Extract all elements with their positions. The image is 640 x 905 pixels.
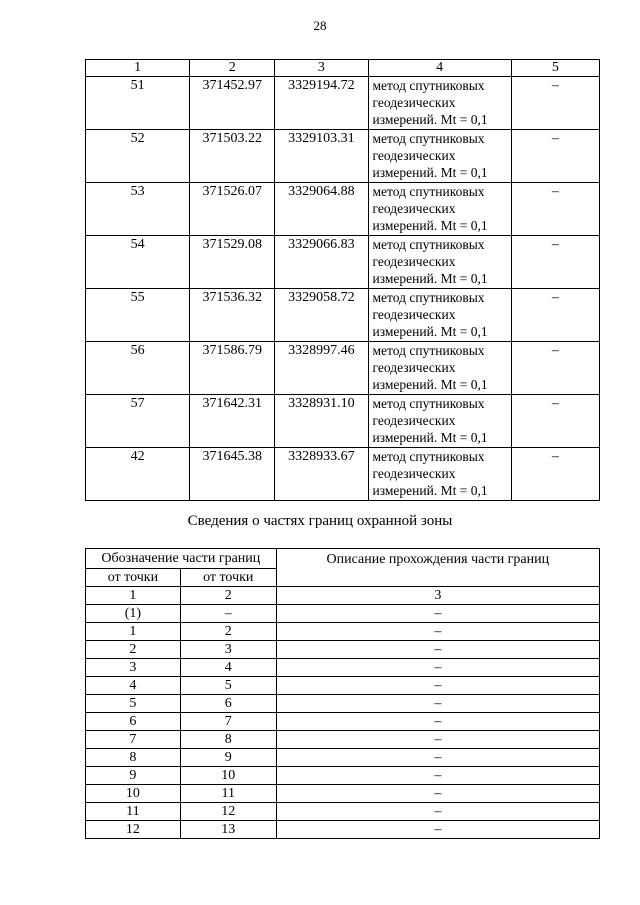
description-cell: – xyxy=(276,785,599,803)
note-cell: – xyxy=(511,289,599,342)
from-point-cell: 8 xyxy=(86,749,181,767)
method-line: метод спутниковых xyxy=(372,290,485,305)
method-line: геодезических xyxy=(372,413,456,428)
method-line: измерений. Mt = 0,1 xyxy=(372,483,488,498)
header-from-cell: от точки xyxy=(86,569,181,587)
description-cell: – xyxy=(276,731,599,749)
x-coordinate-cell: 371586.79 xyxy=(190,342,275,395)
from-point-cell: 6 xyxy=(86,713,181,731)
point-cell: 42 xyxy=(86,448,190,501)
to-point-cell: 6 xyxy=(180,695,276,713)
table-number-row xyxy=(86,587,600,605)
method-line: метод спутниковых xyxy=(372,237,485,252)
from-point-cell: 11 xyxy=(86,803,181,821)
method-cell xyxy=(368,183,511,236)
table-row xyxy=(86,749,600,767)
table-row xyxy=(86,342,600,395)
method-line: геодезических xyxy=(372,466,456,481)
note-cell: – xyxy=(511,342,599,395)
point-cell: 55 xyxy=(86,289,190,342)
method-line: метод спутниковых xyxy=(372,396,485,411)
method-line: метод спутниковых xyxy=(372,343,485,358)
to-point-cell: 9 xyxy=(180,749,276,767)
header-cell: 2 xyxy=(190,60,275,77)
header-cell: 5 xyxy=(511,60,599,77)
coordinates-table xyxy=(85,59,600,501)
method-line: геодезических xyxy=(372,360,456,375)
point-cell: 53 xyxy=(86,183,190,236)
table-row xyxy=(86,395,600,448)
to-point-cell: 13 xyxy=(180,821,276,839)
note-cell: – xyxy=(511,448,599,501)
table-row xyxy=(86,677,600,695)
table-row xyxy=(86,236,600,289)
section-title: Сведения о частях границ охранной зоны xyxy=(187,513,453,529)
description-cell: – xyxy=(276,641,599,659)
method-line: измерений. Mt = 0,1 xyxy=(372,218,488,233)
number-cell: 1 xyxy=(86,587,181,605)
y-coordinate-cell: 3328931.10 xyxy=(275,395,368,448)
to-point-cell: – xyxy=(180,605,276,623)
from-point-cell: 9 xyxy=(86,767,181,785)
x-coordinate-cell: 371526.07 xyxy=(190,183,275,236)
x-coordinate-cell: 371645.38 xyxy=(190,448,275,501)
point-cell: 57 xyxy=(86,395,190,448)
method-line: измерений. Mt = 0,1 xyxy=(372,165,488,180)
boundary-parts-table xyxy=(85,548,600,839)
y-coordinate-cell: 3329194.72 xyxy=(275,77,368,130)
table-row xyxy=(86,448,600,501)
to-point-cell: 3 xyxy=(180,641,276,659)
method-line: геодезических xyxy=(372,307,456,322)
table-row xyxy=(86,289,600,342)
method-line: геодезических xyxy=(372,95,456,110)
method-line: метод спутниковых xyxy=(372,131,485,146)
description-cell: – xyxy=(276,767,599,785)
method-cell xyxy=(368,236,511,289)
method-cell xyxy=(368,448,511,501)
method-line: метод спутниковых xyxy=(372,449,485,464)
description-cell: – xyxy=(276,803,599,821)
point-cell: 52 xyxy=(86,130,190,183)
from-point-cell: 10 xyxy=(86,785,181,803)
page-number: 28 xyxy=(313,18,327,33)
x-coordinate-cell: 371529.08 xyxy=(190,236,275,289)
note-cell: – xyxy=(511,236,599,289)
from-point-cell: 5 xyxy=(86,695,181,713)
header-group-cell: Обозначение части границ xyxy=(86,549,277,569)
from-point-cell: 7 xyxy=(86,731,181,749)
table-row xyxy=(86,659,600,677)
point-cell: 56 xyxy=(86,342,190,395)
method-line: геодезических xyxy=(372,201,456,216)
header-cell: 3 xyxy=(275,60,368,77)
from-point-cell: 3 xyxy=(86,659,181,677)
point-cell: 51 xyxy=(86,77,190,130)
to-point-cell: 7 xyxy=(180,713,276,731)
description-cell: – xyxy=(276,749,599,767)
note-cell: – xyxy=(511,77,599,130)
note-cell: – xyxy=(511,395,599,448)
method-line: измерений. Mt = 0,1 xyxy=(372,430,488,445)
method-line: измерений. Mt = 0,1 xyxy=(372,112,488,127)
table-row xyxy=(86,713,600,731)
header-desc-cell: Описание прохождения части границ xyxy=(276,549,599,587)
method-cell xyxy=(368,342,511,395)
note-cell: – xyxy=(511,130,599,183)
x-coordinate-cell: 371536.32 xyxy=(190,289,275,342)
header-cell: 1 xyxy=(86,60,190,77)
method-cell xyxy=(368,289,511,342)
from-point-cell: 12 xyxy=(86,821,181,839)
to-point-cell: 8 xyxy=(180,731,276,749)
table-row xyxy=(86,767,600,785)
y-coordinate-cell: 3328997.46 xyxy=(275,342,368,395)
y-coordinate-cell: 3329058.72 xyxy=(275,289,368,342)
table-row xyxy=(86,695,600,713)
description-cell: – xyxy=(276,695,599,713)
header-cell: 4 xyxy=(368,60,511,77)
description-cell: – xyxy=(276,605,599,623)
y-coordinate-cell: 3329103.31 xyxy=(275,130,368,183)
table-row xyxy=(86,605,600,623)
to-point-cell: 5 xyxy=(180,677,276,695)
table-row xyxy=(86,130,600,183)
table-row xyxy=(86,821,600,839)
x-coordinate-cell: 371642.31 xyxy=(190,395,275,448)
point-cell: 54 xyxy=(86,236,190,289)
to-point-cell: 10 xyxy=(180,767,276,785)
table-row xyxy=(86,785,600,803)
description-cell: – xyxy=(276,821,599,839)
table-row xyxy=(86,183,600,236)
note-cell: – xyxy=(511,183,599,236)
y-coordinate-cell: 3329064.88 xyxy=(275,183,368,236)
table-row xyxy=(86,803,600,821)
table-row xyxy=(86,731,600,749)
to-point-cell: 12 xyxy=(180,803,276,821)
y-coordinate-cell: 3328933.67 xyxy=(275,448,368,501)
table-row xyxy=(86,641,600,659)
description-cell: – xyxy=(276,623,599,641)
description-cell: – xyxy=(276,677,599,695)
table-header-row xyxy=(86,549,600,569)
method-cell xyxy=(368,130,511,183)
to-point-cell: 11 xyxy=(180,785,276,803)
from-point-cell: 1 xyxy=(86,623,181,641)
table-row xyxy=(86,77,600,130)
x-coordinate-cell: 371452.97 xyxy=(190,77,275,130)
from-point-cell: (1) xyxy=(86,605,181,623)
number-cell: 2 xyxy=(180,587,276,605)
y-coordinate-cell: 3329066.83 xyxy=(275,236,368,289)
method-line: геодезических xyxy=(372,254,456,269)
from-point-cell: 2 xyxy=(86,641,181,659)
header-to-cell: от точки xyxy=(180,569,276,587)
from-point-cell: 4 xyxy=(86,677,181,695)
description-cell: – xyxy=(276,659,599,677)
method-line: измерений. Mt = 0,1 xyxy=(372,377,488,392)
method-line: метод спутниковых xyxy=(372,78,485,93)
method-line: метод спутниковых xyxy=(372,184,485,199)
number-cell: 3 xyxy=(276,587,599,605)
x-coordinate-cell: 371503.22 xyxy=(190,130,275,183)
coordinates-table-header xyxy=(86,60,600,77)
method-line: геодезических xyxy=(372,148,456,163)
method-line: измерений. Mt = 0,1 xyxy=(372,324,488,339)
method-cell xyxy=(368,77,511,130)
to-point-cell: 2 xyxy=(180,623,276,641)
method-cell xyxy=(368,395,511,448)
to-point-cell: 4 xyxy=(180,659,276,677)
description-cell: – xyxy=(276,713,599,731)
method-line: измерений. Mt = 0,1 xyxy=(372,271,488,286)
table-row xyxy=(86,623,600,641)
